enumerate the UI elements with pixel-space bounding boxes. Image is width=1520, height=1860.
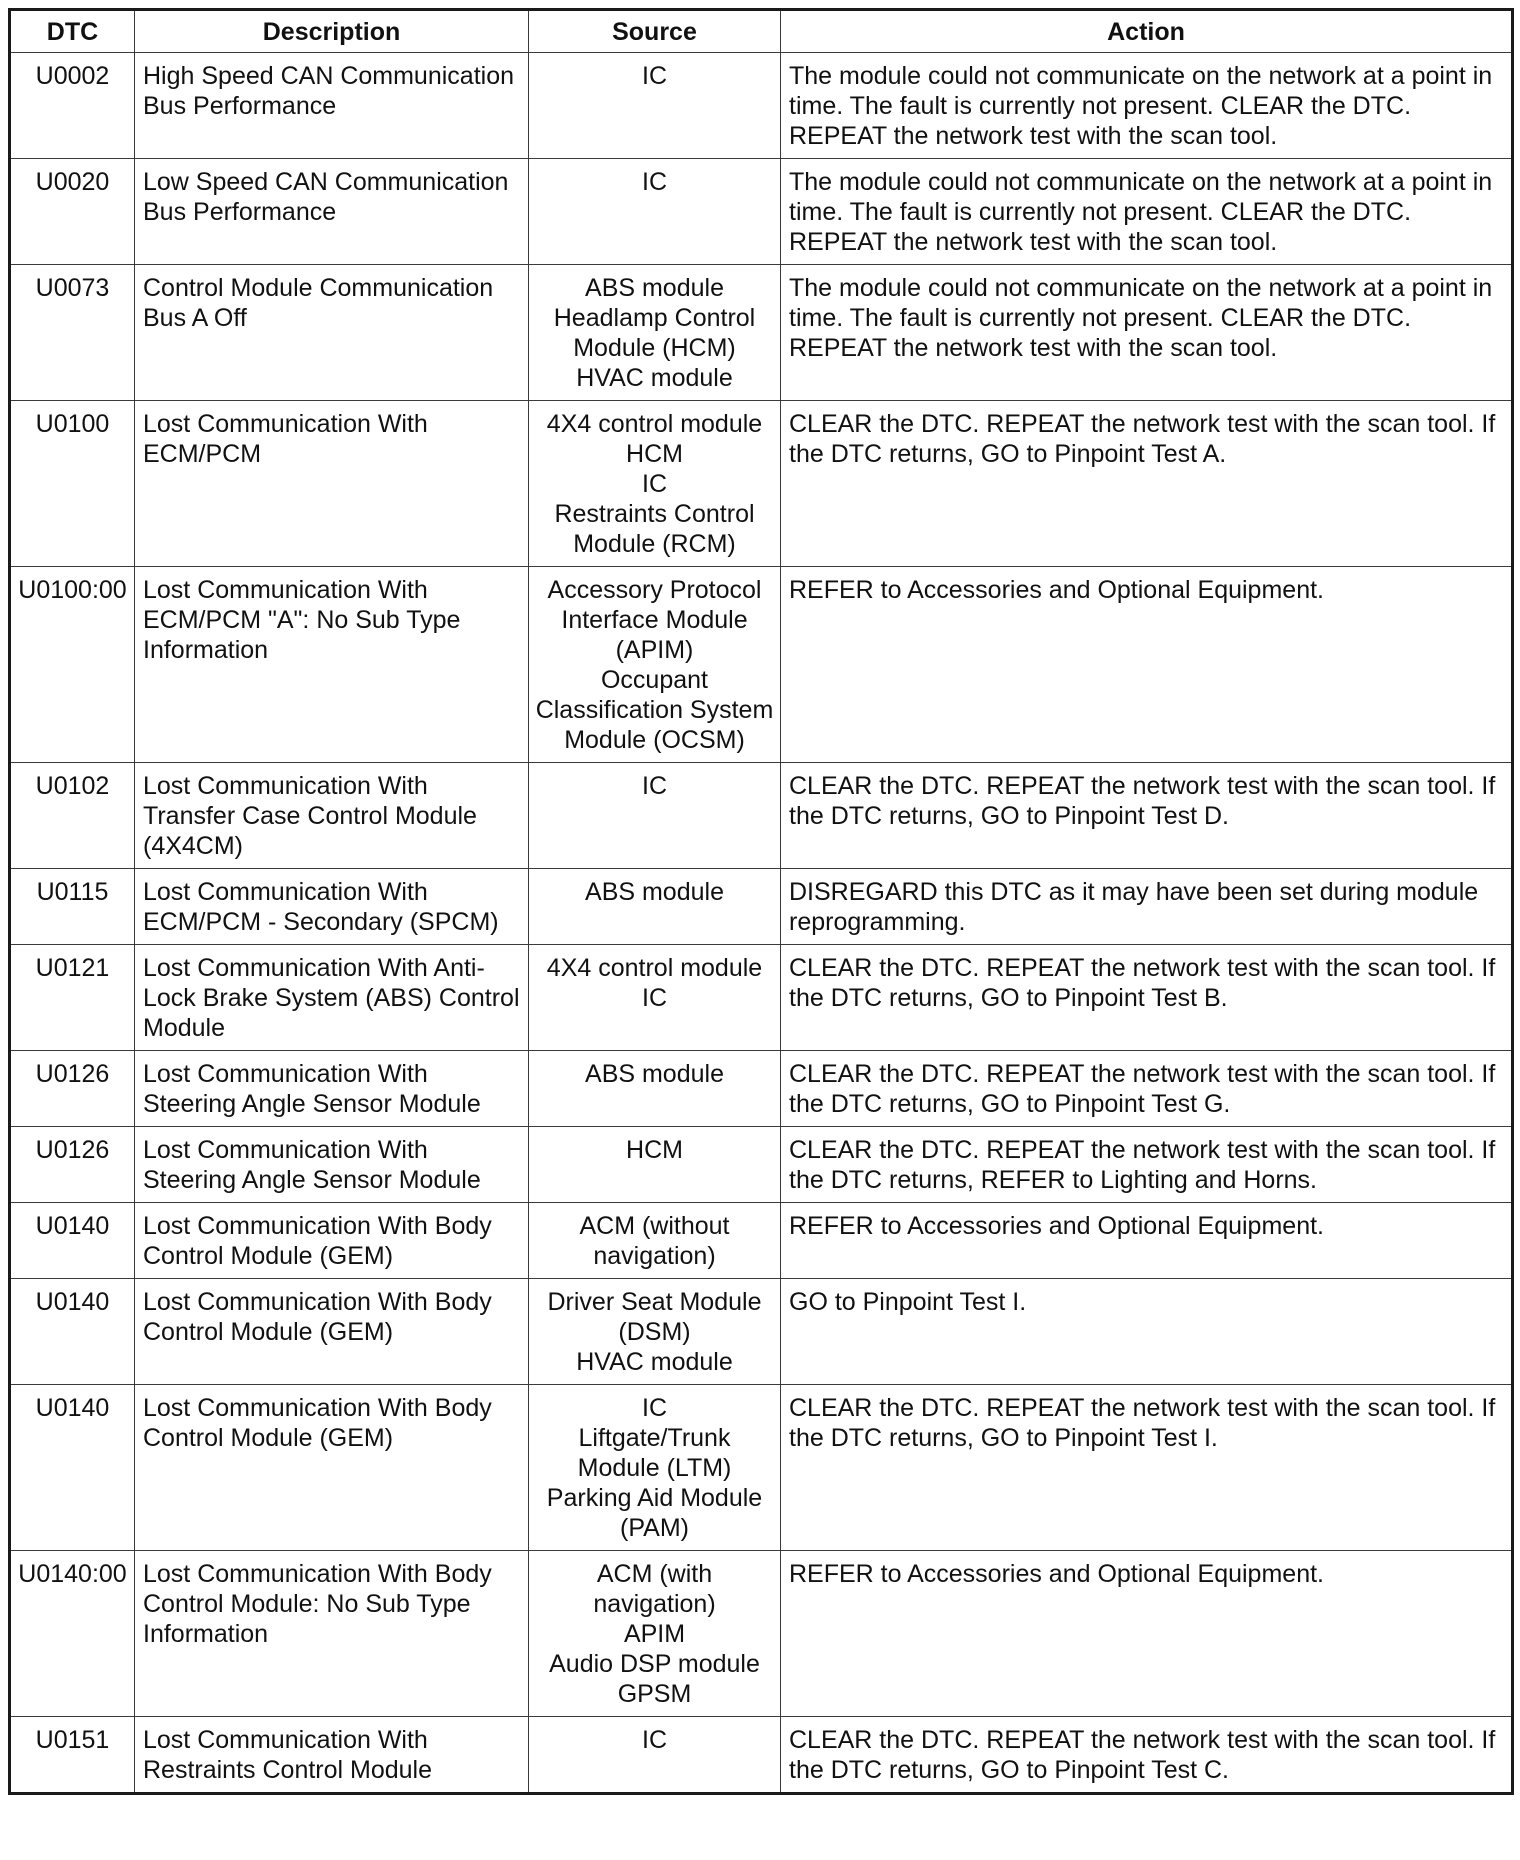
description-cell: Lost Communication With ECM/PCM xyxy=(135,401,529,567)
table-header xyxy=(10,10,1513,53)
header-action: Action xyxy=(781,10,1513,53)
table-row xyxy=(10,401,1513,567)
header-source: Source xyxy=(529,10,781,53)
source-module: ACM (without navigation) xyxy=(579,1212,730,1270)
dtc-code-cell: U0126 xyxy=(10,1051,135,1127)
action-cell: GO to Pinpoint Test I. xyxy=(781,1279,1513,1385)
source-module: Headlamp Control Module (HCM) xyxy=(553,304,756,362)
dtc-code-cell: U0121 xyxy=(10,945,135,1051)
source-cell xyxy=(529,1279,781,1385)
dtc-code-cell: U0002 xyxy=(10,53,135,159)
table-row xyxy=(10,869,1513,945)
action-cell: The module could not communicate on the network at a point in time. The fault is currently not present. CLEAR the DTC. REPEAT the network test with the scan tool. xyxy=(781,265,1513,401)
source-module: HVAC module xyxy=(576,364,733,392)
source-module: 4X4 control module xyxy=(546,410,763,438)
description-cell: Lost Communication With Steering Angle Sensor Module xyxy=(135,1127,529,1203)
source-cell xyxy=(529,53,781,159)
source-cell xyxy=(529,1203,781,1279)
action-cell: CLEAR the DTC. REPEAT the network test with the scan tool. If the DTC returns, GO to Pinpoint Test B. xyxy=(781,945,1513,1051)
description-cell: Lost Communication With Steering Angle Sensor Module xyxy=(135,1051,529,1127)
source-cell xyxy=(529,1551,781,1717)
source-module: ABS module xyxy=(585,878,724,906)
dtc-code-cell: U0020 xyxy=(10,159,135,265)
dtc-code-cell: U0151 xyxy=(10,1717,135,1794)
table-row xyxy=(10,567,1513,763)
header-dtc: DTC xyxy=(10,10,135,53)
source-module: HVAC module xyxy=(576,1348,733,1376)
description-cell: Lost Communication With Body Control Module (GEM) xyxy=(135,1385,529,1551)
dtc-code-cell: U0140 xyxy=(10,1279,135,1385)
table-row xyxy=(10,1051,1513,1127)
source-module: APIM xyxy=(623,1620,686,1648)
action-cell: CLEAR the DTC. REPEAT the network test with the scan tool. If the DTC returns, GO to Pinpoint Test A. xyxy=(781,401,1513,567)
table-body xyxy=(10,53,1513,1794)
source-cell xyxy=(529,763,781,869)
action-cell: The module could not communicate on the network at a point in time. The fault is currently not present. CLEAR the DTC. REPEAT the network test with the scan tool. xyxy=(781,53,1513,159)
action-cell: DISREGARD this DTC as it may have been set during module reprogramming. xyxy=(781,869,1513,945)
dtc-table xyxy=(8,8,1514,1795)
table-row xyxy=(10,1127,1513,1203)
header-row xyxy=(10,10,1513,53)
source-module: IC xyxy=(642,772,667,800)
table-row xyxy=(10,1717,1513,1794)
source-module: Parking Aid Module (PAM) xyxy=(546,1484,763,1542)
source-cell xyxy=(529,1385,781,1551)
table-row xyxy=(10,763,1513,869)
source-module: Occupant Classification System Module (OCSM) xyxy=(535,666,774,754)
source-cell xyxy=(529,1127,781,1203)
source-cell xyxy=(529,567,781,763)
source-cell xyxy=(529,869,781,945)
action-cell: CLEAR the DTC. REPEAT the network test with the scan tool. If the DTC returns, GO to Pinpoint Test I. xyxy=(781,1385,1513,1551)
source-module: IC xyxy=(642,62,667,90)
table-row xyxy=(10,945,1513,1051)
source-cell xyxy=(529,1051,781,1127)
table-row xyxy=(10,159,1513,265)
source-module: Accessory Protocol Interface Module (APIM) xyxy=(547,576,762,664)
dtc-code-cell: U0073 xyxy=(10,265,135,401)
table-row xyxy=(10,1551,1513,1717)
source-cell xyxy=(529,401,781,567)
action-cell: CLEAR the DTC. REPEAT the network test with the scan tool. If the DTC returns, REFER to Lighting and Horns. xyxy=(781,1127,1513,1203)
description-cell: Low Speed CAN Communication Bus Performance xyxy=(135,159,529,265)
description-cell: Lost Communication With Body Control Module: No Sub Type Information xyxy=(135,1551,529,1717)
description-cell: Lost Communication With Body Control Module (GEM) xyxy=(135,1279,529,1385)
action-cell: CLEAR the DTC. REPEAT the network test with the scan tool. If the DTC returns, GO to Pinpoint Test D. xyxy=(781,763,1513,869)
table-row xyxy=(10,53,1513,159)
action-cell: CLEAR the DTC. REPEAT the network test with the scan tool. If the DTC returns, GO to Pinpoint Test C. xyxy=(781,1717,1513,1794)
action-cell: CLEAR the DTC. REPEAT the network test with the scan tool. If the DTC returns, GO to Pinpoint Test G. xyxy=(781,1051,1513,1127)
dtc-code-cell: U0100 xyxy=(10,401,135,567)
action-cell: REFER to Accessories and Optional Equipment. xyxy=(781,1551,1513,1717)
source-module: Driver Seat Module (DSM) xyxy=(547,1288,762,1346)
dtc-code-cell: U0100:00 xyxy=(10,567,135,763)
action-cell: REFER to Accessories and Optional Equipment. xyxy=(781,567,1513,763)
description-cell: High Speed CAN Communication Bus Performance xyxy=(135,53,529,159)
dtc-code-cell: U0140 xyxy=(10,1385,135,1551)
source-module: ABS module xyxy=(585,274,724,302)
table-row xyxy=(10,1203,1513,1279)
description-cell: Lost Communication With Body Control Module (GEM) xyxy=(135,1203,529,1279)
table-row xyxy=(10,1279,1513,1385)
header-description: Description xyxy=(135,10,529,53)
description-cell: Lost Communication With Restraints Control Module xyxy=(135,1717,529,1794)
source-module: IC xyxy=(642,168,667,196)
dtc-code-cell: U0102 xyxy=(10,763,135,869)
description-cell: Lost Communication With Transfer Case Control Module (4X4CM) xyxy=(135,763,529,869)
source-module: Liftgate/Trunk Module (LTM) xyxy=(577,1424,732,1482)
dtc-code-cell: U0140:00 xyxy=(10,1551,135,1717)
dtc-code-cell: U0140 xyxy=(10,1203,135,1279)
source-module: IC xyxy=(642,470,667,498)
dtc-code-cell: U0115 xyxy=(10,869,135,945)
source-module: IC xyxy=(642,984,667,1012)
source-module: HCM xyxy=(626,1136,683,1164)
action-cell: The module could not communicate on the network at a point in time. The fault is currently not present. CLEAR the DTC. REPEAT the network test with the scan tool. xyxy=(781,159,1513,265)
table-row xyxy=(10,1385,1513,1551)
source-cell xyxy=(529,265,781,401)
description-cell: Control Module Communication Bus A Off xyxy=(135,265,529,401)
source-cell xyxy=(529,1717,781,1794)
table-row xyxy=(10,265,1513,401)
source-module: Restraints Control Module (RCM) xyxy=(554,500,755,558)
description-cell: Lost Communication With ECM/PCM - Secondary (SPCM) xyxy=(135,869,529,945)
description-cell: Lost Communication With Anti-Lock Brake System (ABS) Control Module xyxy=(135,945,529,1051)
source-module: ABS module xyxy=(585,1060,724,1088)
source-module: IC xyxy=(642,1726,667,1754)
source-module: HCM xyxy=(626,440,683,468)
action-cell: REFER to Accessories and Optional Equipment. xyxy=(781,1203,1513,1279)
source-module: Audio DSP module xyxy=(549,1650,760,1678)
source-cell xyxy=(529,945,781,1051)
source-module: ACM (with navigation) xyxy=(593,1560,716,1618)
source-module: GPSM xyxy=(617,1680,692,1708)
source-cell xyxy=(529,159,781,265)
dtc-code-cell: U0126 xyxy=(10,1127,135,1203)
description-cell: Lost Communication With ECM/PCM "A": No Sub Type Information xyxy=(135,567,529,763)
source-module: 4X4 control module xyxy=(546,954,763,982)
source-module: IC xyxy=(642,1394,667,1422)
